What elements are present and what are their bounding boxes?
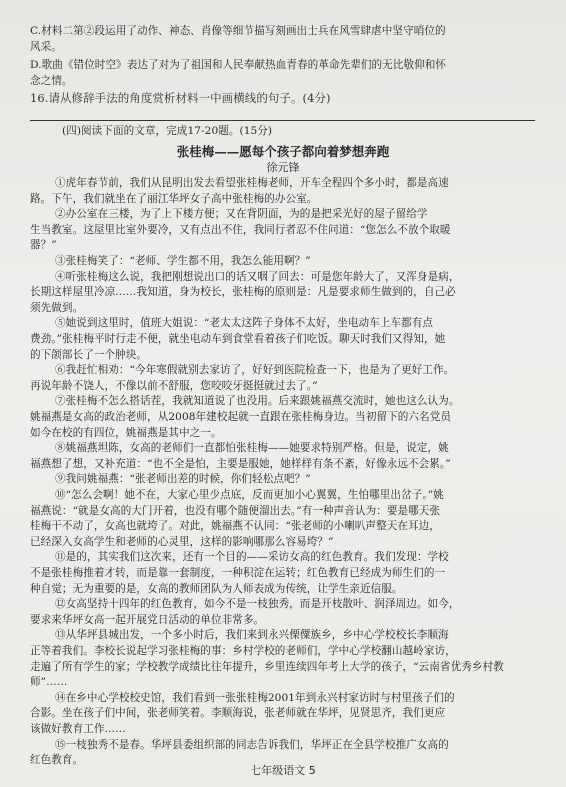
article-line: 如今在校的有四位，姚福燕是其中之一。 bbox=[30, 426, 222, 439]
article-line: 要求来华坪女高一起开展党日活动的单位非常多。 bbox=[30, 613, 265, 626]
article-line: ⑩“怎么会啊！她不在，大家心里少点底，反而更加小心翼翼，生怕哪里出岔子。”姚 bbox=[55, 489, 444, 501]
article-title: 张桂梅——愿每个孩子都向着梦想奔跑 bbox=[176, 144, 390, 159]
article-line: 正等着我们。李校长说起学习张桂梅的事：乡村学校的老师们，学中心学校翻山越岭家访， bbox=[30, 645, 456, 657]
article-line: 合影。坐在孩子们中间，张老师笑着。李顺海说，张老师就在华坪，见贤思齐，我们更应 bbox=[30, 707, 446, 720]
question-16: 16.请从修辞手法的角度赏析材料一中画横线的句子。(4分) bbox=[30, 91, 331, 105]
option-d-line2: 念之情。 bbox=[30, 75, 73, 87]
article-line: ⑫女高坚持十四年的红色教育，如今不是一枝独秀，而是开枝散叶、润泽周边。如今， bbox=[55, 598, 460, 611]
answer-line bbox=[30, 120, 535, 121]
article-line: ⑥我赶忙相劝：“今年寒假就别去家访了，好好到医院检查一下，也是为了更好工作。 bbox=[55, 364, 455, 377]
article-line: ⑬从华坪县城出发，一个多小时后，我们来到永兴傈僳族乡，乡中心学校校长李顺海 bbox=[55, 629, 449, 642]
article-line: ⑤她说到这里时，值班大姐说：“老太太这阵子身体不太好，坐电动车上车都有点 bbox=[55, 317, 433, 330]
article-line: 走遍了所有学生的家；学校教学成绩比往年提升，乡里连续四年考上大学的孩子，“云南省优秀乡村教 bbox=[30, 660, 504, 673]
article-line: 已经深入女高学生和老师的心灵里，这样的影响哪那么容易垮？” bbox=[30, 535, 334, 548]
page-footer: 七年级语文 5 bbox=[250, 764, 316, 777]
article-line: 器？” bbox=[30, 239, 57, 252]
article-line: 桂梅干不动了，女高也就垮了。对此，姚福燕不认同：“张老师的小喇叭声整天在耳边， bbox=[30, 520, 440, 533]
article-line: ⑭在乡中心学校校史馆，我们看到一张张桂梅2001年到永兴村家访时与村里孩子们的 bbox=[55, 691, 455, 704]
article-line: 该做好教育工作…… bbox=[30, 723, 126, 735]
article-line: ⑪是的，其实我们这次来，还有一个目的——采访女高的红色教育。我们发现：学校 bbox=[55, 551, 449, 564]
article-line: 路。下午，我们就坐在了丽江华坪女子高中张桂梅的办公室。 bbox=[30, 192, 318, 205]
article-line: 师”…… bbox=[30, 676, 68, 689]
article-line: 须先做到。 bbox=[30, 301, 84, 314]
article-line: 福燕想了想，又补充道：“也不全是怕，主要是服她，她样样有条不紊，好像永远不会累。” bbox=[30, 457, 451, 470]
article-line: ⑧姚福燕坦陈，女高的老师们一直都怕张桂梅——她要求特别严格。但是，说定，姚 bbox=[55, 442, 449, 455]
article-line: ④听张桂梅这么说，我把刚想说出口的话又咽了回去：可是您年龄大了，又浑身是病， bbox=[55, 270, 460, 283]
article-line: 长期这样屋里冷凉……我知道，身为校长，张桂梅的原则是：凡是要求师生做到的，自己必 bbox=[30, 286, 456, 299]
option-c-line1: C.材料二第②段运用了动作、神态、肖像等细节描写刻画出士兵在风雪肆虐中坚守哨位的 bbox=[30, 25, 446, 37]
article-line: 再说年龄不饶人，不像以前不舒服，您咬咬牙挺挺就过去了。” bbox=[30, 379, 318, 392]
article-line: 的下颌部长了一个肿块。 bbox=[30, 348, 148, 361]
section-heading: (四)阅读下面的文章，完成17-20题。(15分) bbox=[62, 125, 273, 137]
article-line: ③张桂梅笑了：“老师、学生都不用，我怎么能用啊？” bbox=[55, 255, 311, 267]
option-d-line1: D.歌曲《错位时空》表达了对为了祖国和人民奉献热血青春的革命先辈们的无比敬仰和怀 bbox=[30, 59, 447, 71]
article-line: ①虎年春节前，我们从昆明出发去看望张桂梅老师，开车全程四个多小时，都是高速 bbox=[55, 177, 449, 189]
article-line: 生当教室。这屋里比室外要冷，又有点出不住，我同行者忍不住问道：“您怎么不放个取暖 bbox=[30, 223, 451, 236]
article-line: 福燕说：“就是女高的大门开着，也没有哪个随便溜出去。”有一种声音认为：要是哪天张 bbox=[30, 504, 441, 517]
article-author: 徐元锋 bbox=[266, 161, 300, 174]
article-line: ②办公室在三楼，为了上下楼方便；又在背阴面，为的是把采光好的屋子留给学 bbox=[55, 208, 428, 221]
article-line: ⑦张桂梅不怎么搭话茬，我就知道说了也没用。后来跟姚福燕交流时，她也这么认为。 bbox=[55, 395, 460, 408]
option-c-line2: 风采。 bbox=[30, 41, 62, 53]
article-line: 红色教育。 bbox=[30, 754, 84, 767]
article-line: 姚福燕是女高的政治老师，从2008年建校起就一直跟在张桂梅身边。当初留下的六名党员 bbox=[30, 411, 451, 423]
article-line: 费劲。”张桂梅平时行走不便，就坐电动车到食堂看着孩子们吃饭。聊天时我们又得知，她 bbox=[30, 333, 446, 345]
article-line: 不是张桂梅推着才转，而是靠一套制度，一种积淀在运转；红色教育已经成为师生们的一 bbox=[30, 567, 446, 579]
article-line: 种自觉；无为重要的是，女高的教师团队为人师表成为传统，让学生亲近信服。 bbox=[30, 582, 403, 595]
article-line: ⑨我问姚福燕：“张老师出差的时候，你们轻松点吧？” bbox=[55, 473, 311, 486]
article-line: ⑮一枝独秀不是春。华坪县委组织部的同志告诉我们，华坪正在全县学校推广女高的 bbox=[55, 738, 449, 751]
